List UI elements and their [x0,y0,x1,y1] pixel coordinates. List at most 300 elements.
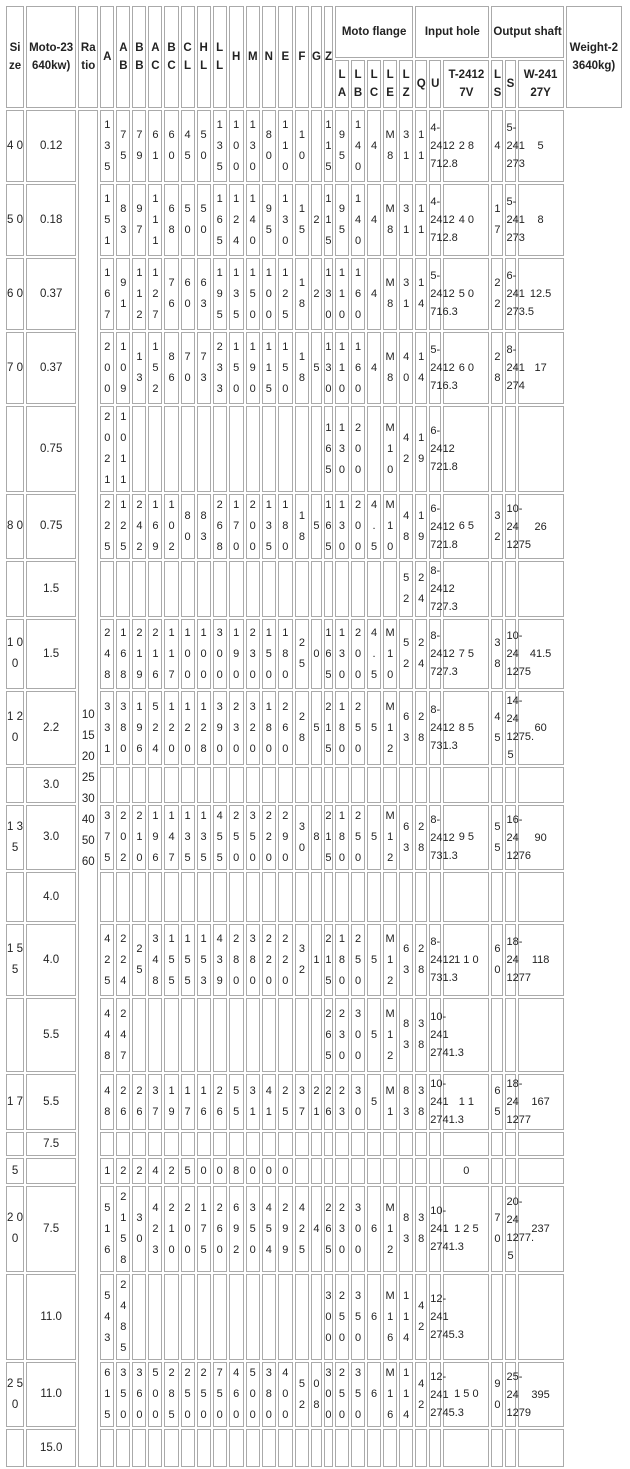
table-cell [181,872,195,922]
table-cell [132,406,146,492]
table-cell: 1 2 5 [116,494,130,559]
table-cell [335,767,349,803]
table-cell: 6 5 [491,1074,503,1130]
table-cell: 8 5 [443,691,489,765]
table-cell: 1 7 [491,184,503,256]
table-cell: 2 6 [213,1074,227,1130]
table-cell: 2 3 [335,1074,349,1130]
col-le: L E [383,60,397,108]
col-lz: L Z [399,60,413,108]
table-cell [181,1274,195,1360]
table-cell: 6 0 [181,258,195,330]
table-cell: 2 8 [491,332,503,404]
table-cell: 90 [518,805,564,870]
table-cell: 4 [148,1158,162,1184]
table-cell: 2 5 0 [351,805,365,870]
table-cell: 2 [132,1158,146,1184]
table-cell [311,110,322,182]
table-cell [491,872,503,922]
table-cell: 1 6 5 [324,619,333,689]
table-cell: 18-24 1277 [505,924,515,996]
table-cell [229,767,244,803]
table-cell [213,1274,227,1360]
table-cell [164,998,178,1072]
table-cell: M 1 0 [383,406,397,492]
table-row [6,767,622,803]
table-cell: 20-24 1277. 5 [505,1186,515,1272]
table-cell: 1 2 5 [443,1186,489,1272]
table-cell: M 1 6 [383,1274,397,1360]
table-cell: 0 [197,1158,211,1184]
table-cell [116,1132,130,1156]
col-s: S [505,60,515,108]
table-cell: 3 4 8 [148,924,162,996]
table-cell: M 8 [383,332,397,404]
table-cell: 1 1 4 [399,1362,413,1427]
table-cell [278,998,293,1072]
col-m: M [246,6,260,108]
table-cell [415,1429,427,1467]
table-cell: 5 1 6 [100,1186,114,1272]
table-cell [197,998,211,1072]
table-cell: 3 0 0 [351,1186,365,1272]
table-cell [164,1132,178,1156]
table-cell [335,1132,349,1156]
table-cell: 3 5 0 [246,805,260,870]
table-cell [262,1274,276,1360]
table-cell [164,872,178,922]
table-cell: 6 3 [399,691,413,765]
cell-power: 0.75 [26,494,76,559]
table-cell [213,767,227,803]
table-cell [229,406,244,492]
table-cell: 2 1 9 [132,619,146,689]
table-cell [311,1158,322,1184]
table-cell: 2 6 [132,1074,146,1130]
table-cell: 4 0 0 [278,1362,293,1427]
table-cell: 2 3 0 [246,619,260,689]
table-row [6,1186,622,1272]
table-cell: 2 [116,1158,130,1184]
table-cell [367,1132,381,1156]
table-cell: M 1 2 [383,924,397,996]
table-cell: 2 2 0 [262,924,276,996]
table-cell: 1 9 [415,406,427,492]
table-cell: M 1 2 [383,998,397,1072]
table-cell: 5-2412 716.3 [429,332,441,404]
table-cell: 1 3 0 [335,494,349,559]
table-cell: 3 2 0 [246,691,260,765]
table-cell [367,406,381,492]
table-cell: 5 [311,494,322,559]
table-cell: 237 [518,1186,564,1272]
table-cell [351,767,365,803]
table-cell: 1 8 0 [278,619,293,689]
table-cell: 1 5 0 [262,619,276,689]
table-cell [181,406,195,492]
cell-power: 0.37 [26,332,76,404]
table-cell: 1 3 5 [262,494,276,559]
table-cell: 4-2412 712.8 [429,110,441,182]
table-cell [505,1429,515,1467]
col-size: Si ze [6,6,24,108]
table-cell: 1 1 2 [132,258,146,330]
col-lc: L C [367,60,381,108]
table-cell [100,872,114,922]
table-cell: 1 6 5 [324,494,333,559]
table-cell [491,1158,503,1184]
table-cell: 1 6 [197,1074,211,1130]
table-cell: 1 3 5 [229,258,244,330]
table-cell: 8 [518,184,564,256]
table-cell: 2 8 [415,805,427,870]
table-cell: 5 [518,110,564,182]
table-cell [295,998,309,1072]
table-cell: 10-241 2741.3 [429,998,441,1072]
table-cell: 4 8 [100,1074,114,1130]
table-cell [262,1429,276,1467]
cell-size: 5 0 [6,184,24,256]
table-cell: 2 1 6 [148,619,162,689]
table-cell: 2 8 [295,691,309,765]
table-cell: 1 5 0 [443,1362,489,1427]
table-cell: 4 [311,1186,322,1272]
table-cell: 1 2 4 [229,184,244,256]
table-cell [197,561,211,617]
table-cell [213,1132,227,1156]
table-cell: 2 1 0 [132,805,146,870]
table-cell [278,1274,293,1360]
table-cell [295,561,309,617]
table-cell [181,1429,195,1467]
col-t: T-2412 7V [443,60,489,108]
table-cell [148,1274,162,1360]
cell-ratio: 10 15 20 25 30 40 50 60 [78,110,98,1467]
cell-size: 1 7 [6,1074,24,1130]
cell-size [6,998,24,1072]
cell-size: 2 0 0 [6,1186,24,1272]
table-cell [311,561,322,617]
table-cell: 1 3 5 [197,805,211,870]
table-cell [367,1429,381,1467]
table-cell: 4 4 8 [100,998,114,1072]
table-cell: 1 3 0 [324,332,333,404]
col-motor-power: Moto-23 640kw) [26,6,76,108]
col-w: W-241 27Y [518,60,564,108]
table-cell: 1 7 [181,1074,195,1130]
col-z: Z [324,6,333,108]
table-cell [100,1132,114,1156]
table-cell: 4 2 3 [148,1186,162,1272]
table-row [6,998,622,1072]
table-cell: 1 3 0 [335,406,349,492]
table-cell: 1 8 0 [262,691,276,765]
table-cell: 2 2 5 [100,494,114,559]
table-cell: 1 6 0 [351,258,365,330]
table-cell: 1 3 0 [278,184,293,256]
table-cell: 0 [213,1158,227,1184]
table-cell: 6 [367,1186,381,1272]
table-cell: 1 3 5 [181,805,195,870]
table-cell [367,872,381,922]
table-body [6,110,622,1467]
table-cell: 2 8 0 [229,924,244,996]
table-cell [278,1132,293,1156]
table-row [6,924,622,996]
table-cell: 2 0 0 [181,1186,195,1272]
table-cell: 1 4 [415,258,427,330]
table-cell: 26 [518,494,564,559]
cell-size [6,1132,24,1156]
col-weight: Weight-2 3640kg) [566,6,622,108]
table-cell: 2 0 0 [351,494,365,559]
table-cell: 2 [164,1158,178,1184]
cell-size: 1 5 5 [6,924,24,996]
table-cell [491,767,503,803]
table-cell [491,1132,503,1156]
table-cell: 4 [367,332,381,404]
table-cell: 4 [491,110,503,182]
table-cell: 12-241 2745.3 [429,1274,441,1360]
table-cell: 1 9 6 [148,805,162,870]
cell-power: 1.5 [26,561,76,617]
table-cell: 2 1 [311,1074,322,1130]
table-cell: 1 0 2 [164,494,178,559]
table-cell: 14-24 1275. 5 [505,691,515,765]
table-cell: 3 2 [491,494,503,559]
table-cell: 1 6 9 [148,494,162,559]
table-cell: 1 3 [132,332,146,404]
table-cell: 4 2 [399,406,413,492]
table-cell: 3 1 [399,258,413,330]
table-cell: 10-241 2741.3 [429,1074,441,1130]
table-cell [197,872,211,922]
cell-size [6,872,24,922]
table-cell: 5 5 [491,805,503,870]
table-cell [415,767,427,803]
col-u: U [429,60,441,108]
table-cell [132,998,146,1072]
table-cell: 8 3 [197,494,211,559]
table-cell: 3 2 [295,924,309,996]
table-cell: 9 5 [335,184,349,256]
table-cell: 8-2412 731.3 [429,805,441,870]
table-cell: 6 [367,1362,381,1427]
table-cell: 1 6 5 [324,406,333,492]
table-cell: 1 5 3 [197,924,211,996]
table-cell: 2 2 [491,258,503,330]
table-cell: 2 1 0 [164,1186,178,1272]
cell-size: 1 2 0 [6,691,24,765]
table-cell [383,561,397,617]
table-cell: 2 8 [415,924,427,996]
table-cell: 8-2412 727.3 [429,619,441,689]
table-cell: 1 [311,924,322,996]
table-cell: 9 5 [335,110,349,182]
table-cell: 6 0 [164,110,178,182]
table-cell: 1 7 5 [197,1186,211,1272]
cell-size: 6 0 [6,258,24,330]
cell-size: 4 0 [6,110,24,182]
table-cell: 1 1 0 [335,258,349,330]
table-row [6,1362,622,1427]
cell-power: 15.0 [26,1429,76,1467]
table-cell [518,998,564,1072]
table-cell: 5 4 3 [100,1274,114,1360]
cell-power: 11.0 [26,1274,76,1360]
table-cell [229,872,244,922]
table-cell [164,1274,178,1360]
table-cell: 7 5 0 [213,1362,227,1427]
table-cell: 3 0 [132,1186,146,1272]
col-bc: B C [164,6,178,108]
table-cell [351,1158,365,1184]
table-cell [443,998,489,1072]
table-cell: 5 0 0 [148,1362,162,1427]
table-cell [164,561,178,617]
table-row [6,561,622,617]
table-cell: M 1 0 [383,494,397,559]
table-cell: 4 2 5 [295,1186,309,1272]
col-f: F [295,6,309,108]
cell-size [6,1274,24,1360]
cell-power: 0.18 [26,184,76,256]
table-cell [246,872,260,922]
cell-power: 3.0 [26,767,76,803]
col-n: N [262,6,276,108]
cell-size: 1 3 5 [6,805,24,870]
table-cell: 3 0 [351,1074,365,1130]
table-cell: 2 6 [324,1074,333,1130]
table-cell [213,406,227,492]
table-cell [335,872,349,922]
table-cell: 4 . 5 [367,494,381,559]
table-cell: 3 0 0 [213,619,227,689]
table-row [6,619,622,689]
table-cell: 118 [518,924,564,996]
table-cell: 8 0 [262,110,276,182]
table-cell: 3 9 0 [213,691,227,765]
table-cell: 7 0 [181,332,195,404]
table-cell [116,561,130,617]
table-cell: 1 2 5 [278,258,293,330]
table-cell [181,767,195,803]
table-cell: 5 0 0 [246,1362,260,1427]
cell-power: 0.12 [26,110,76,182]
table-cell: 1 1 0 [335,332,349,404]
table-cell [311,998,322,1072]
table-cell [324,1132,333,1156]
table-cell: 8 [229,1158,244,1184]
cell-size [6,561,24,617]
cell-size [6,406,24,492]
table-cell [295,1429,309,1467]
table-cell [164,1429,178,1467]
col-la: L A [335,60,349,108]
table-cell: 5 2 4 [148,691,162,765]
table-cell [100,767,114,803]
table-cell [295,1158,309,1184]
table-cell: 7 9 [132,110,146,182]
table-cell: 2 4 7 [116,998,130,1072]
table-cell: 2 9 9 [278,1186,293,1272]
table-cell: M 8 [383,110,397,182]
table-cell [148,767,162,803]
cell-power: 5.5 [26,1074,76,1130]
table-cell [429,767,441,803]
table-row [6,1132,622,1156]
table-cell: 9 0 [491,1362,503,1427]
table-cell: 2 2 0 [262,805,276,870]
table-row [6,872,622,922]
table-cell: 2 2 4 [116,924,130,996]
table-cell [429,1158,441,1184]
table-cell: 1 2 7 [148,258,162,330]
table-cell: 6 3 [197,258,211,330]
cell-power: 7.5 [26,1132,76,1156]
table-cell: 25-24 1279 [505,1362,515,1427]
table-cell: 7 5 [443,619,489,689]
table-cell: M 1 6 [383,1362,397,1427]
table-cell [351,872,365,922]
table-cell [164,767,178,803]
table-cell [311,767,322,803]
cell-power: 0.37 [26,258,76,330]
table-cell: 1 3 0 [335,619,349,689]
table-cell [132,872,146,922]
table-cell: 2 0 0 [246,494,260,559]
col-a: A [100,6,114,108]
table-cell [399,1429,413,1467]
table-cell: 3 7 5 [100,805,114,870]
table-cell [491,561,503,617]
cell-size [6,767,24,803]
table-cell [335,1429,349,1467]
table-cell: M 8 [383,184,397,256]
table-cell: 4 0 [399,332,413,404]
table-cell: 1 5 0 [246,258,260,330]
table-row [6,406,622,492]
table-cell [505,872,515,922]
table-cell: 395 [518,1362,564,1427]
table-cell: 1 0 9 [116,332,130,404]
table-cell: 4 3 9 [213,924,227,996]
cell-power: 11.0 [26,1362,76,1427]
table-cell [262,406,276,492]
col-ratio: Ra tio [78,6,98,108]
table-cell [324,872,333,922]
table-cell: 2 0 0 [100,332,114,404]
table-cell: 5 2 [399,619,413,689]
table-cell: 18-24 1277 [505,1074,515,1130]
table-cell [505,1274,515,1360]
table-cell [100,1429,114,1467]
table-cell: 2 5 0 [351,691,365,765]
table-cell: 6 0 [443,332,489,404]
table-cell [213,561,227,617]
table-cell: 6-2412 721.8 [429,406,441,492]
table-cell [311,1429,322,1467]
table-cell: 1 3 5 [213,110,227,182]
table-cell: 4 0 [443,184,489,256]
table-cell: 9 5 [443,805,489,870]
table-cell: 8 3 [399,1186,413,1272]
table-cell: 1 9 5 [213,258,227,330]
table-cell: 4 5 [181,110,195,182]
table-cell: 1 0 [295,110,309,182]
table-cell [116,1429,130,1467]
cell-power [26,1158,76,1184]
